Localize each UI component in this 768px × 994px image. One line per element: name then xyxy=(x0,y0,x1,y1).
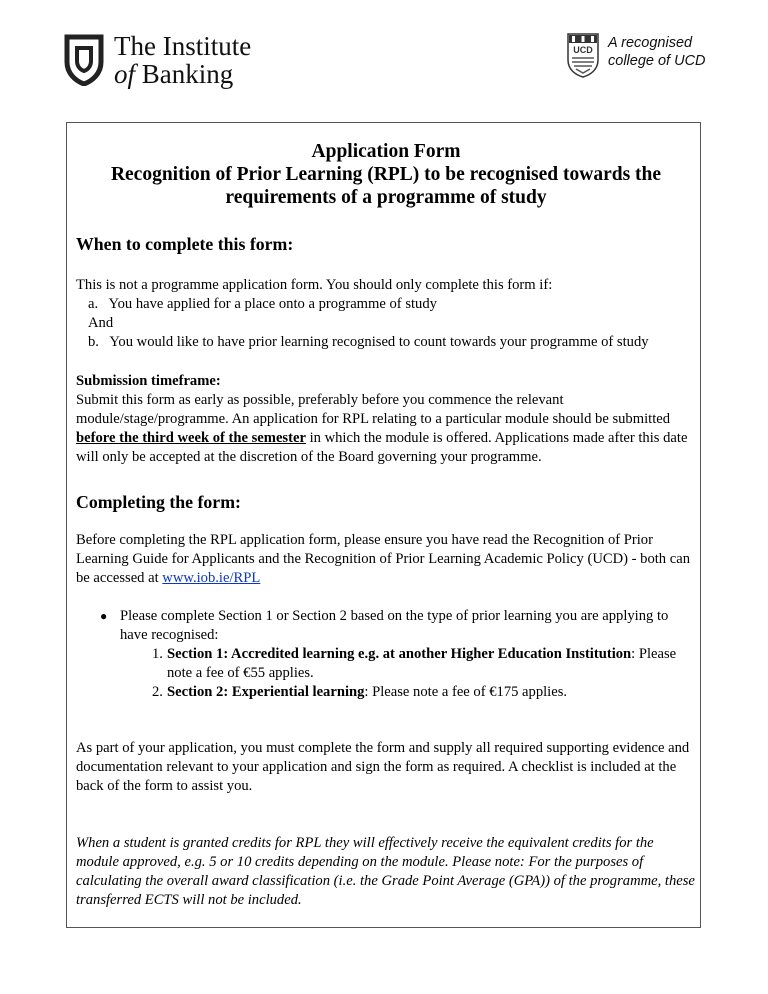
title-line-3: requirements of a programme of study xyxy=(225,187,547,208)
submission-text-2: in which the module is offered. Applications made after this date will only be accepted at the discretion of the Board governing your programme. xyxy=(76,430,688,465)
application-instructions: As part of your application, you must complete the form and supply all required supporting evidence and documentation relevant to your application and sign the form as required. A checklist is included at the back of the form to assist you. xyxy=(76,740,690,794)
section-item xyxy=(120,645,696,683)
page-title xyxy=(76,140,696,209)
when-intro: This is not a programme application form. You should only complete this form if: xyxy=(76,277,553,293)
submission-deadline: before the third week of the semester xyxy=(76,430,306,446)
completing-heading: Completing the form: xyxy=(76,492,241,512)
when-item-a: a. You have applied for a place onto a programme of study xyxy=(88,296,437,312)
title-line-2: Recognition of Prior Learning (RPL) to be recognised towards the xyxy=(110,164,662,185)
section-list xyxy=(120,645,696,702)
submission-section xyxy=(76,372,696,467)
submission-text xyxy=(76,391,696,467)
section-2-title: Section 2: Experiential learning xyxy=(167,684,365,700)
ucd-logo xyxy=(566,32,706,78)
ucd-logo-line1: A recognised xyxy=(608,35,693,51)
section-2-num: 2. xyxy=(152,684,163,700)
section-1-title: Section 1: Accredited learning e.g. at another Higher Education Institution xyxy=(167,646,632,662)
title-line-1: Application Form xyxy=(311,141,461,162)
iob-logo-line2: Banking xyxy=(141,59,234,89)
submission-label: Submission timeframe: xyxy=(76,373,221,389)
shield-icon xyxy=(64,34,104,86)
section-1-num: 1. xyxy=(152,646,163,662)
ucd-crest-text: UCD xyxy=(573,45,593,55)
bullet-icon: ● xyxy=(100,609,108,623)
credits-note: When a student is granted credits for RPL they will effectively receive the equivalent credits for the module approved, e.g. 5 or 10 credits depending on the module. Please note: For the purposes of calculating the overall award classification (i.e. the Grade Point Average (GPA)) of the programme, these transferred ECTS will not be included. xyxy=(76,835,695,908)
section-bullet xyxy=(76,607,696,702)
section-item xyxy=(120,683,696,702)
iob-logo xyxy=(64,32,251,88)
completing-before-text: Before completing the RPL application form, please ensure you have read the Recognition of Prior Learning Guide for Applicants and the Recognition of Prior Learning Academic Policy (UCD) - both can be accessed at xyxy=(76,532,690,586)
when-heading: When to complete this form: xyxy=(76,234,294,254)
section-1-fee: : Please note a fee of €55 applies. xyxy=(167,646,677,681)
completing-before xyxy=(76,531,696,588)
rpl-link[interactable]: www.iob.ie/RPL xyxy=(162,570,261,586)
when-and: And xyxy=(88,315,114,331)
bullet-text: Please complete Section 1 or Section 2 based on the type of prior learning you are applying to have recognised: xyxy=(120,608,669,643)
iob-logo-of: of xyxy=(114,59,136,89)
section-2-fee: : Please note a fee of €175 applies. xyxy=(364,684,568,700)
when-section xyxy=(76,276,696,352)
crest-icon xyxy=(566,32,600,78)
iob-logo-line1: The Institute xyxy=(114,31,252,61)
submission-text-1: Submit this form as early as possible, preferably before you commence the relevant module/stage/programme. An application for RPL relating to a particular module should be submitted xyxy=(76,392,671,427)
when-item-b: b. You would like to have prior learning recognised to count towards your programme of study xyxy=(88,334,649,350)
ucd-logo-line2: college of UCD xyxy=(608,53,706,69)
when-list xyxy=(76,295,696,352)
form-content xyxy=(76,140,696,910)
page-header xyxy=(0,0,768,110)
